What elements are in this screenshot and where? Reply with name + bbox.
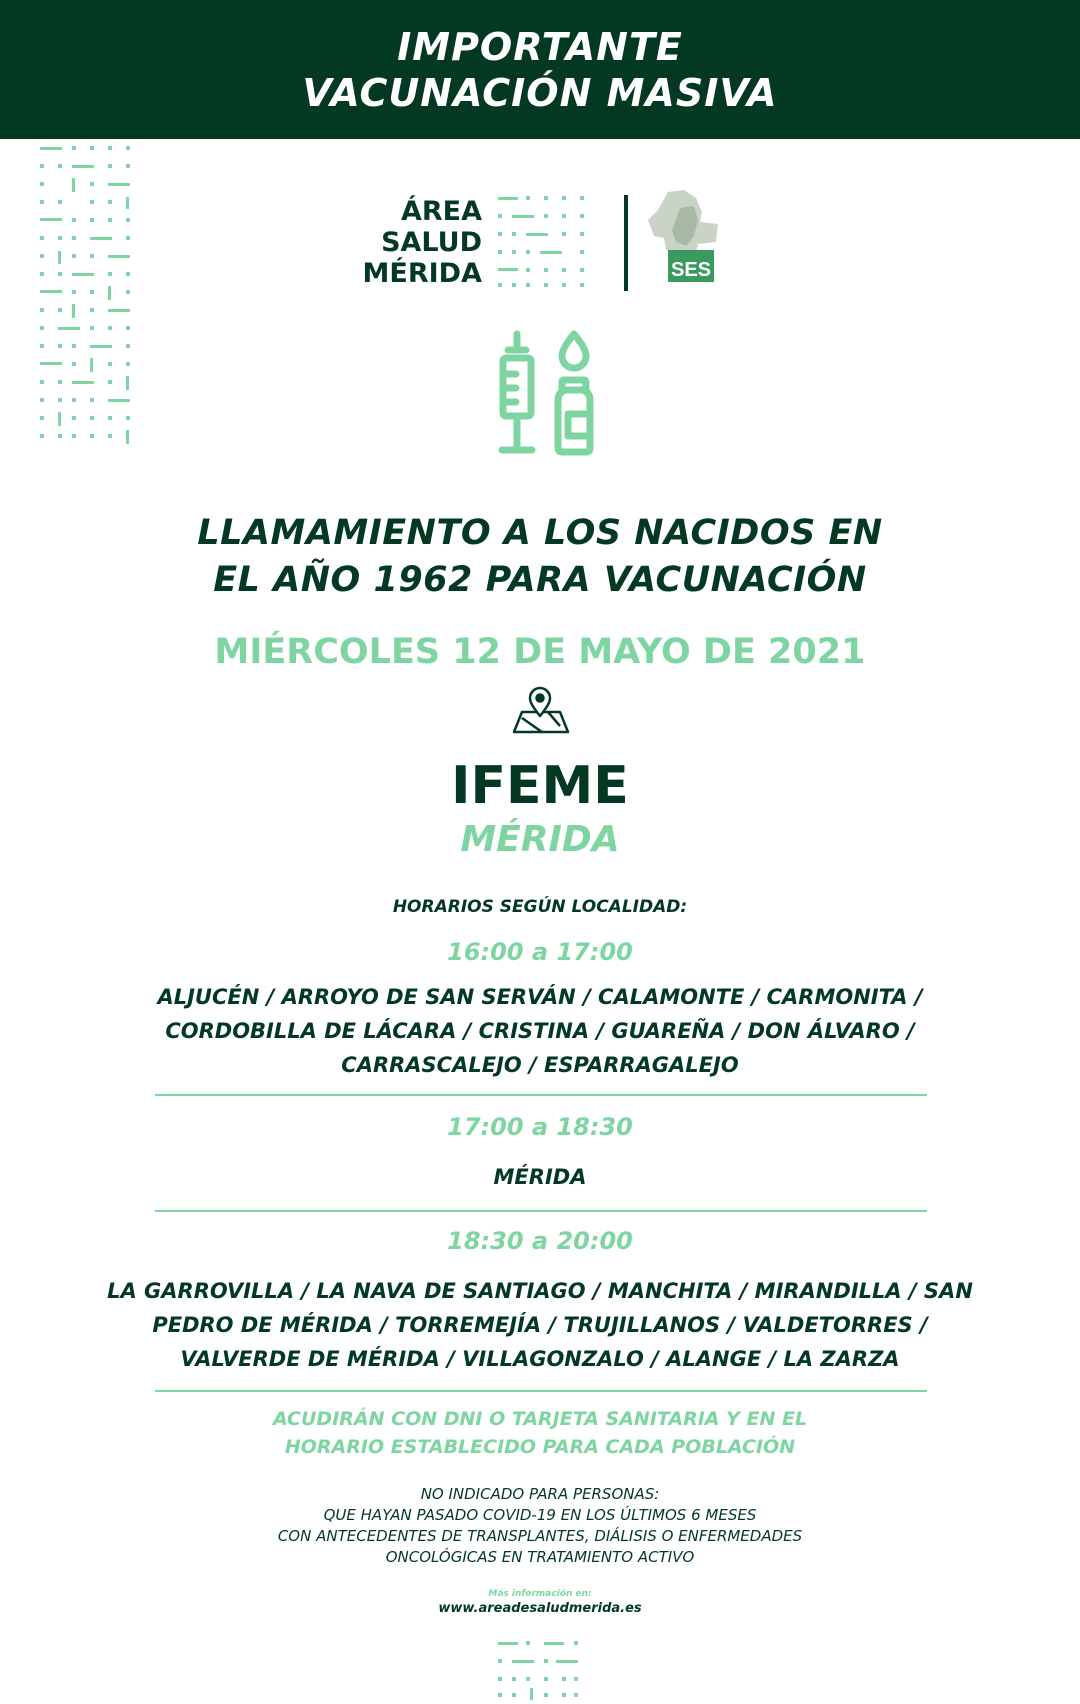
slot-2-line-1: MÉRIDA bbox=[493, 1165, 587, 1189]
header-banner bbox=[0, 0, 1080, 139]
vaccination-date: MIÉRCOLES 12 DE MAYO DE 2021 bbox=[214, 632, 866, 672]
decorative-dot-pattern bbox=[40, 145, 136, 445]
slot-3-line-1: LA GARROVILLA / LA NAVA DE SANTIAGO / MANCHITA / MIRANDILLA / SAN bbox=[107, 1279, 973, 1303]
not-indicated-note bbox=[0, 1484, 1080, 1568]
logo-dot-pattern bbox=[498, 195, 594, 290]
slot-3-line-3: VALVERDE DE MÉRIDA / VILLAGONZALO / ALANGE / LA ZARZA bbox=[180, 1347, 900, 1371]
ses-logo-text: SES bbox=[670, 259, 712, 281]
not-indicated-line-3: CON ANTECEDENTES DE TRANSPLANTES, DIÁLISIS O ENFERMEDADES bbox=[277, 1527, 803, 1545]
more-info-label: Más información en: bbox=[488, 1589, 592, 1599]
divider-line-2 bbox=[155, 1210, 927, 1212]
syringe-and-vial-icon bbox=[492, 330, 602, 458]
logo-line-merida: MÉRIDA bbox=[362, 258, 482, 289]
requirement-note bbox=[0, 1405, 1080, 1461]
divider-line-3 bbox=[155, 1390, 927, 1392]
footer-dot-pattern bbox=[498, 1640, 588, 1700]
map-pin-icon bbox=[512, 686, 570, 736]
schedule-heading: HORARIOS SEGÚN LOCALIDAD: bbox=[392, 897, 688, 917]
ses-logo bbox=[646, 190, 718, 290]
slot-towns-3 bbox=[0, 1274, 1080, 1376]
slot-1-line-2: CORDOBILLA DE LÁCARA / CRISTINA / GUAREÑA / DON ÁLVARO / bbox=[165, 1019, 915, 1043]
divider-line-1 bbox=[155, 1094, 927, 1096]
headline-line-2: EL AÑO 1962 PARA VACUNACIÓN bbox=[213, 560, 867, 600]
area-salud-merida-logo bbox=[352, 196, 482, 289]
headline-line-1: LLAMAMIENTO A LOS NACIDOS EN bbox=[197, 513, 883, 553]
requirement-line-1: ACUDIRÁN CON DNI O TARJETA SANITARIA Y EN EL bbox=[272, 1408, 808, 1430]
not-indicated-line-4: ONCOLÓGICAS EN TRATAMIENTO ACTIVO bbox=[385, 1548, 695, 1566]
banner-line-2: VACUNACIÓN MASIVA bbox=[302, 70, 778, 115]
slot-time-2: 17:00 a 18:30 bbox=[447, 1113, 633, 1141]
requirement-line-2: HORARIO ESTABLECIDO PARA CADA POBLACIÓN bbox=[284, 1436, 796, 1458]
slot-towns-2 bbox=[0, 1160, 1080, 1194]
slot-time-3: 18:30 a 20:00 bbox=[447, 1227, 633, 1255]
logo-line-salud: SALUD bbox=[381, 227, 482, 258]
slot-3-line-2: PEDRO DE MÉRIDA / TORREMEJÍA / TRUJILLANOS / VALDETORRES / bbox=[152, 1313, 928, 1337]
slot-1-line-3: CARRASCALEJO / ESPARRAGALEJO bbox=[341, 1053, 739, 1077]
logo-divider bbox=[624, 195, 628, 291]
slot-1-line-1: ALJUCÉN / ARROYO DE SAN SERVÁN / CALAMONTE / CARMONITA / bbox=[157, 985, 923, 1009]
not-indicated-line-2: QUE HAYAN PASADO COVID-19 EN LOS ÚLTIMOS 6 MESES bbox=[323, 1506, 757, 1524]
slot-towns-1 bbox=[0, 980, 1080, 1082]
logo-line-area: ÁREA bbox=[400, 196, 482, 227]
venue-city: MÉRIDA bbox=[460, 819, 620, 860]
banner-line-1: IMPORTANTE bbox=[397, 24, 683, 69]
slot-time-1: 16:00 a 17:00 bbox=[447, 938, 633, 966]
website-link[interactable]: www.areadesaludmerida.es bbox=[438, 1601, 642, 1616]
venue-name: IFEME bbox=[451, 756, 629, 816]
not-indicated-line-1: NO INDICADO PARA PERSONAS: bbox=[420, 1485, 660, 1503]
headline bbox=[0, 510, 1080, 604]
